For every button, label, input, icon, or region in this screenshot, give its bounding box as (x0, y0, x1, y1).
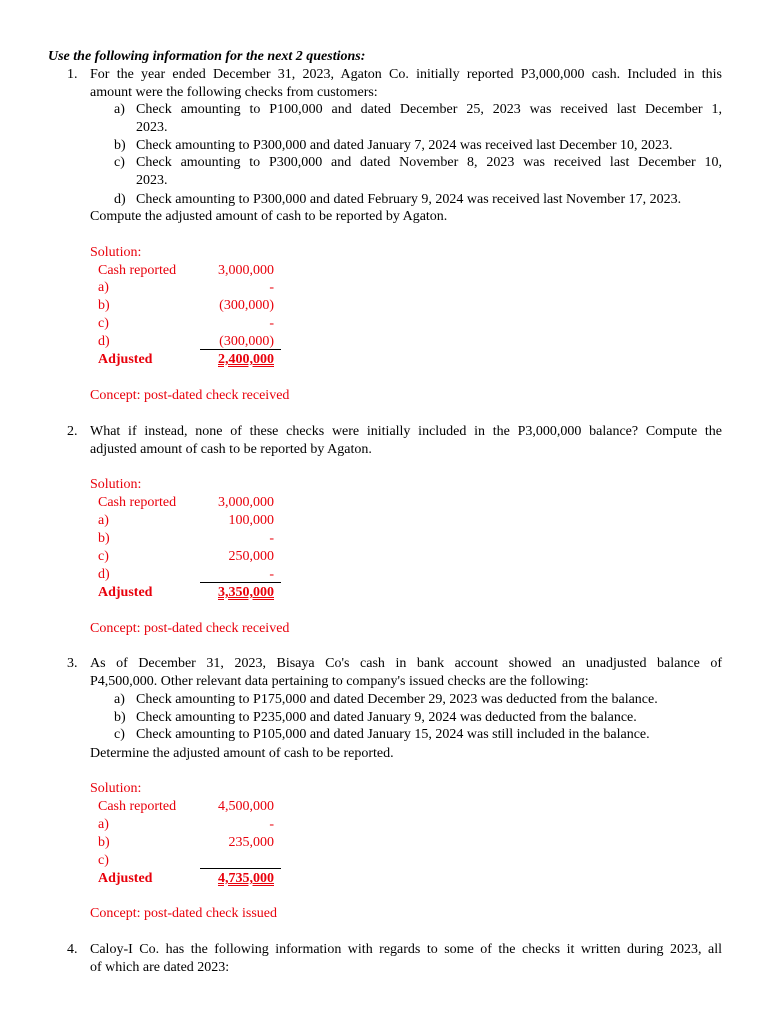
item-text: Check amounting to P100,000 and dated December 25, 2023 was received last December 1, (136, 102, 722, 117)
solution-row-value: 250,000 (228, 549, 274, 564)
solution-row-label: a) (98, 513, 109, 528)
question-text-line: For the year ended December 31, 2023, Agaton Co. initially reported P3,000,000 cash. Included in this (90, 67, 722, 82)
question-ask: Compute the adjusted amount of cash to be reported by Agaton. (90, 209, 448, 224)
item-text: Check amounting to P175,000 and dated December 29, 2023 was deducted from the balance. (136, 692, 658, 707)
question-text-line: P4,500,000. Other relevant data pertaining to company's issued checks are the following: (90, 674, 589, 689)
solution-heading: Solution: (90, 781, 142, 796)
intro-heading: Use the following information for the next 2 questions: (48, 49, 366, 64)
solution-row-label: b) (98, 531, 110, 546)
question-text-line: Caloy-I Co. has the following information with regards to some of the checks it written during 2023, all (90, 942, 722, 957)
concept-note: Concept: post-dated check received (90, 388, 290, 403)
solution-row-label: b) (98, 298, 110, 313)
solution-row-label: Cash reported (98, 495, 177, 510)
solution-row-value: 3,000,000 (218, 263, 274, 278)
solution-row-label: d) (98, 334, 110, 349)
solution-row-label: c) (98, 853, 109, 868)
solution-row-label: b) (98, 835, 110, 850)
solution-row-label: c) (98, 549, 109, 564)
item-text: Check amounting to P300,000 and dated February 9, 2024 was received last November 17, 2023. (136, 192, 682, 207)
item-text: 2023. (136, 173, 168, 188)
item-text: Check amounting to P300,000 and dated November 8, 2023 was received last December 10, (136, 155, 722, 170)
question-text-line: What if instead, none of these checks were initially included in the P3,000,000 balance? Compute the (90, 424, 722, 439)
adjusted-label: Adjusted (98, 585, 153, 600)
item-label: a) (114, 692, 125, 707)
solution-row-label: d) (98, 567, 110, 582)
solution-row-value: - (269, 280, 274, 295)
solution-row-value: (300,000) (219, 334, 274, 349)
adjusted-value (154, 870, 274, 887)
item-label: c) (114, 155, 125, 170)
question-number: 2. (67, 424, 78, 439)
solution-heading: Solution: (90, 245, 142, 260)
adjusted-amount: 3,350,000 (218, 585, 274, 600)
solution-row-label: a) (98, 817, 109, 832)
adjusted-label: Adjusted (98, 352, 153, 367)
sum-rule (200, 868, 281, 869)
solution-row-value: - (269, 316, 274, 331)
question-text-line: adjusted amount of cash to be reported by Agaton. (90, 442, 372, 457)
concept-note: Concept: post-dated check received (90, 621, 290, 636)
item-text: 2023. (136, 120, 168, 135)
solution-row-value: - (269, 531, 274, 546)
question-number: 4. (67, 942, 78, 957)
question-ask: Determine the adjusted amount of cash to be reported. (90, 746, 394, 761)
sum-rule (200, 349, 281, 350)
adjusted-amount: 4,735,000 (218, 871, 274, 886)
item-label: c) (114, 727, 125, 742)
question-text-line: As of December 31, 2023, Bisaya Co's cash in bank account showed an unadjusted balance of (90, 656, 722, 671)
concept-note: Concept: post-dated check issued (90, 906, 278, 921)
adjusted-amount: 2,400,000 (218, 352, 274, 367)
solution-row-value: 3,000,000 (218, 495, 274, 510)
solution-row-label: Cash reported (98, 263, 177, 278)
question-text-line: of which are dated 2023: (90, 960, 230, 975)
solution-row-value: - (269, 817, 274, 832)
item-label: b) (114, 138, 126, 153)
item-text: Check amounting to P300,000 and dated January 7, 2024 was received last December 10, 2023. (136, 138, 673, 153)
solution-heading: Solution: (90, 477, 142, 492)
solution-row-value: - (269, 567, 274, 582)
solution-row-value: 4,500,000 (218, 799, 274, 814)
solution-row-value: 100,000 (228, 513, 274, 528)
item-text: Check amounting to P105,000 and dated January 15, 2024 was still included in the balance. (136, 727, 650, 742)
adjusted-value (154, 584, 274, 601)
item-text: Check amounting to P235,000 and dated January 9, 2024 was deducted from the balance. (136, 710, 637, 725)
solution-row-label: a) (98, 280, 109, 295)
adjusted-value (154, 351, 274, 368)
solution-row-label: Cash reported (98, 799, 177, 814)
solution-row-value: 235,000 (228, 835, 274, 850)
item-label: d) (114, 192, 126, 207)
item-label: a) (114, 102, 125, 117)
solution-row-label: c) (98, 316, 109, 331)
solution-row-value: (300,000) (219, 298, 274, 313)
sum-rule (200, 582, 281, 583)
question-number: 1. (67, 67, 78, 82)
item-label: b) (114, 710, 126, 725)
question-number: 3. (67, 656, 78, 671)
question-text-line: amount were the following checks from customers: (90, 85, 378, 100)
adjusted-label: Adjusted (98, 871, 153, 886)
